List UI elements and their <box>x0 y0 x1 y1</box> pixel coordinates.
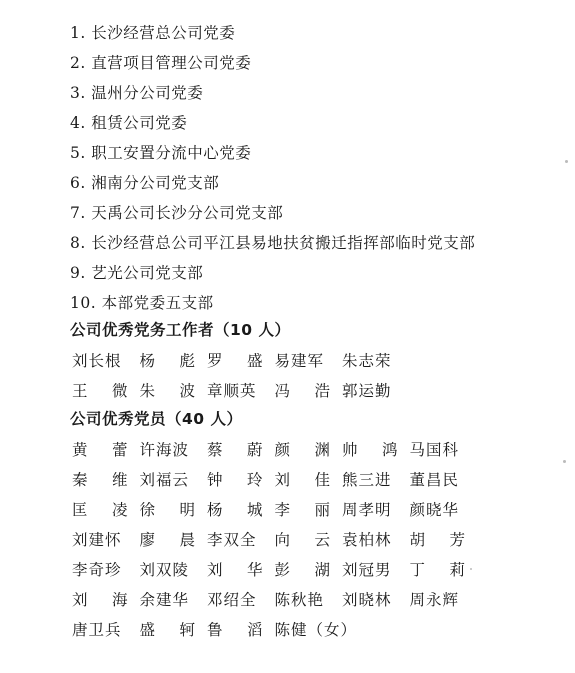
person-name: 刘晓林 <box>342 591 392 609</box>
person-name: 章顺英 <box>207 382 257 400</box>
person-name: 邓绍全 <box>207 591 257 609</box>
person-name: 刘长根 <box>72 352 122 370</box>
list-item: 4. 租赁公司党委 <box>70 114 188 132</box>
person-name: 丁 莉 <box>409 561 465 579</box>
list-item: 2. 直营项目管理公司党委 <box>70 54 252 72</box>
name-row <box>72 465 477 495</box>
list-item: 1. 长沙经营总公司党委 <box>70 24 236 42</box>
name-row <box>72 495 477 525</box>
person-name: 刘 海 <box>72 591 128 609</box>
members-name-grid <box>72 435 477 645</box>
list-item: 7. 天禹公司长沙分公司党支部 <box>70 204 284 222</box>
person-name: 陈健（女） <box>274 621 358 639</box>
person-name: 李 丽 <box>274 501 330 519</box>
person-name: 周永辉 <box>409 591 460 609</box>
person-name: 李奇珍 <box>72 561 122 579</box>
name-row <box>72 555 477 585</box>
person-name: 余建华 <box>139 591 190 609</box>
person-name: 罗 盛 <box>207 352 263 370</box>
scan-speck <box>563 460 566 463</box>
person-name: 朱 波 <box>139 382 195 400</box>
person-name: 盛 轲 <box>139 621 195 639</box>
person-name: 帅 鸿 <box>342 441 398 459</box>
scan-speck <box>470 568 472 570</box>
person-name: 袁柏林 <box>342 531 392 549</box>
workers-name-grid <box>72 346 410 406</box>
list-item: 6. 湘南分公司党支部 <box>70 174 220 192</box>
person-name: 向 云 <box>274 531 330 549</box>
person-name: 匡 凌 <box>72 501 128 519</box>
person-name: 颜 渊 <box>274 441 330 459</box>
name-row <box>72 525 477 555</box>
person-name: 周孝明 <box>342 501 392 519</box>
person-name: 刘双陵 <box>139 561 190 579</box>
person-name: 颜晓华 <box>409 501 460 519</box>
person-name: 唐卫兵 <box>72 621 122 639</box>
list-item: 8. 长沙经营总公司平江县易地扶贫搬迁指挥部临时党支部 <box>70 234 476 252</box>
person-name: 冯 浩 <box>274 382 330 400</box>
person-name: 钟 玲 <box>207 471 263 489</box>
person-name: 李双全 <box>207 531 257 549</box>
scan-speck <box>565 160 568 163</box>
person-name: 许海波 <box>139 441 190 459</box>
workers-heading: 公司优秀党务工作者（10 人） <box>70 321 291 339</box>
person-name: 蔡 蔚 <box>207 441 263 459</box>
person-name: 刘冠男 <box>342 561 392 579</box>
person-name: 董昌民 <box>409 471 460 489</box>
list-item: 3. 温州分公司党委 <box>70 84 204 102</box>
person-name: 陈秋艳 <box>274 591 325 609</box>
person-name: 鲁 滔 <box>207 621 263 639</box>
person-name: 易建军 <box>274 352 325 370</box>
list-item: 10. 本部党委五支部 <box>70 294 214 312</box>
person-name: 杨 彪 <box>139 352 195 370</box>
person-name: 朱志荣 <box>342 352 392 370</box>
name-row <box>72 376 410 406</box>
members-heading: 公司优秀党员（40 人） <box>70 410 243 428</box>
list-item: 9. 艺光公司党支部 <box>70 264 204 282</box>
person-name: 刘 佳 <box>274 471 330 489</box>
person-name: 秦 维 <box>72 471 128 489</box>
person-name: 马国科 <box>409 441 460 459</box>
person-name: 廖 晨 <box>139 531 195 549</box>
person-name: 郭运勤 <box>342 382 392 400</box>
person-name: 刘 华 <box>207 561 263 579</box>
person-name: 刘福云 <box>139 471 190 489</box>
name-row <box>72 585 477 615</box>
name-row <box>72 435 477 465</box>
person-name: 黄 蕾 <box>72 441 128 459</box>
person-name: 熊三进 <box>342 471 392 489</box>
person-name: 杨 城 <box>207 501 263 519</box>
person-name: 徐 明 <box>139 501 195 519</box>
person-name: 胡 芳 <box>409 531 465 549</box>
name-row <box>72 615 477 645</box>
award-unit-list <box>70 18 475 318</box>
person-name: 王 微 <box>72 382 128 400</box>
list-item: 5. 职工安置分流中心党委 <box>70 144 252 162</box>
person-name: 彭 湖 <box>274 561 330 579</box>
person-name: 刘建怀 <box>72 531 122 549</box>
name-row <box>72 346 410 376</box>
